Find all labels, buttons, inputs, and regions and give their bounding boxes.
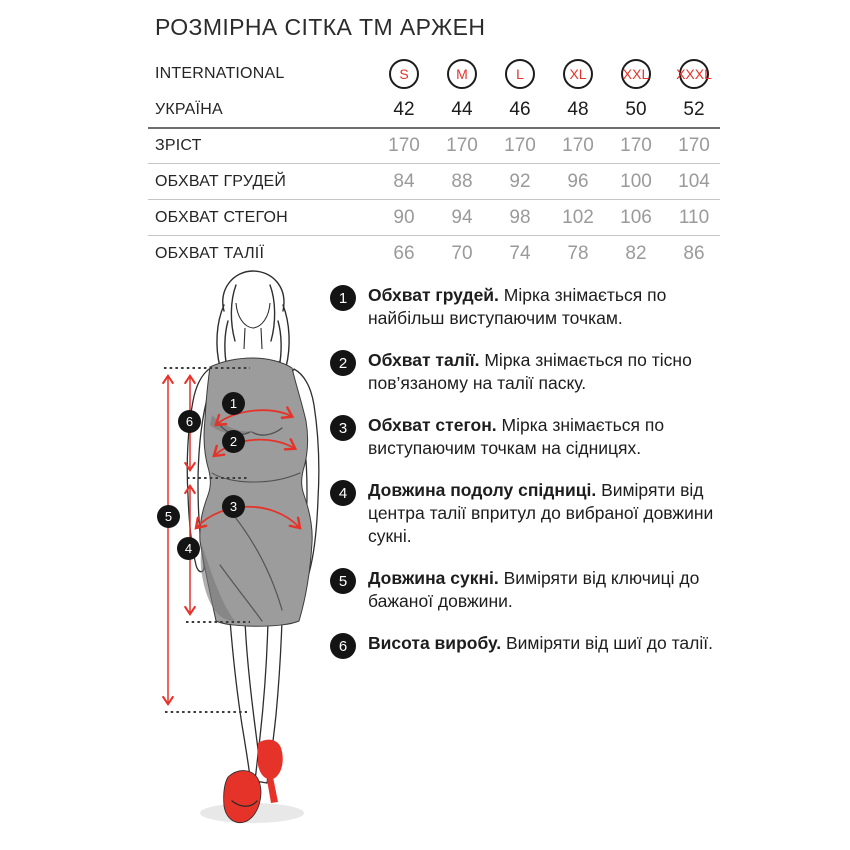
note-text: Виміряти від центра талії впритул до вибраної довжини сукні. — [368, 480, 714, 546]
cell-value: 78 — [567, 242, 589, 264]
figure-marker-5: 5 — [157, 505, 180, 528]
measurement-note-6 — [330, 632, 732, 659]
cell-value: 170 — [446, 135, 478, 156]
size-badge-xxl: XXL — [621, 59, 651, 89]
cell-value: 100 — [620, 170, 652, 192]
cell-value: 106 — [620, 206, 652, 228]
measurement-note-2 — [330, 349, 732, 395]
note-number-badge: 3 — [330, 415, 356, 441]
page-title: РОЗМІРНА СІТКА ТМ АРЖЕН — [155, 14, 486, 40]
table-row-height — [148, 127, 720, 163]
table-row-hips — [148, 199, 720, 235]
cell-value: 170 — [388, 135, 420, 156]
figure-marker-3: 3 — [222, 495, 245, 518]
size-badge-xl: XL — [563, 59, 593, 89]
cell-value: 102 — [562, 206, 594, 228]
note-number-badge: 5 — [330, 568, 356, 594]
cell-value: 66 — [393, 242, 415, 264]
table-row-international — [148, 55, 720, 93]
cell-value: 170 — [504, 135, 536, 156]
note-text: Мірка знімається по найбільш виступаючим точкам. — [368, 285, 667, 328]
note-text: Виміряти від ключиці до бажаної довжини. — [368, 568, 700, 611]
cell-value: 92 — [509, 170, 531, 192]
row-label-international: INTERNATIONAL — [155, 65, 285, 82]
cell-value: 90 — [393, 206, 415, 228]
ua-size: 50 — [625, 99, 647, 120]
note-title: Обхват стегон. — [368, 415, 497, 435]
dress — [200, 358, 312, 626]
row-label-ukraine: УКРАЇНА — [155, 101, 223, 118]
woman-sketch — [140, 265, 360, 850]
figure-illustration — [140, 265, 360, 850]
ua-size: 46 — [509, 99, 531, 120]
note-text: Мірка знімається по виступаючим точкам на сідницях. — [368, 415, 665, 458]
size-badge-xxxl: XXXL — [679, 59, 709, 89]
ua-size: 48 — [567, 99, 589, 120]
note-text: Мірка знімається по тісно пов’язаному на талії паску. — [368, 350, 692, 393]
measurement-notes-list — [330, 284, 732, 678]
table-row-ukraine — [148, 93, 720, 127]
measurement-note-5 — [330, 567, 732, 613]
figure-marker-4: 4 — [177, 537, 200, 560]
note-number-badge: 2 — [330, 350, 356, 376]
note-text: Виміряти від шиї до талії. — [505, 633, 713, 653]
row-label-waist: ОБХВАТ ТАЛІЇ — [155, 244, 265, 262]
cell-value: 82 — [625, 242, 647, 264]
note-number-badge: 6 — [330, 633, 356, 659]
ua-size: 44 — [451, 99, 473, 120]
cell-value: 88 — [451, 170, 473, 192]
cell-value: 86 — [683, 242, 705, 264]
note-number-badge: 1 — [330, 285, 356, 311]
figure-marker-6: 6 — [178, 410, 201, 433]
size-badge-m: M — [447, 59, 477, 89]
measurement-note-4 — [330, 479, 732, 548]
figure-marker-2: 2 — [222, 430, 245, 453]
note-title: Обхват грудей. — [368, 285, 499, 305]
cell-value: 96 — [567, 170, 589, 192]
cell-value: 110 — [678, 206, 710, 228]
size-table — [148, 55, 720, 271]
table-row-chest — [148, 163, 720, 199]
row-label-hips: ОБХВАТ СТЕГОН — [155, 208, 288, 226]
cell-value: 70 — [451, 242, 473, 264]
measurement-note-3 — [330, 414, 732, 460]
note-title: Висота виробу. — [368, 633, 502, 653]
ua-size: 52 — [683, 99, 705, 120]
row-label-chest: ОБХВАТ ГРУДЕЙ — [155, 172, 287, 190]
cell-value: 98 — [509, 206, 531, 228]
cell-value: 84 — [393, 170, 415, 192]
cell-value: 94 — [451, 206, 473, 228]
note-title: Обхват талії. — [368, 350, 480, 370]
measurement-note-1 — [330, 284, 732, 330]
row-label-height: ЗРІСТ — [155, 137, 202, 154]
cell-value: 170 — [562, 135, 594, 156]
cell-value: 104 — [678, 170, 710, 192]
note-title: Довжина подолу спідниці. — [368, 480, 597, 500]
cell-value: 74 — [509, 242, 531, 264]
cell-value: 170 — [620, 135, 652, 156]
figure-marker-1: 1 — [222, 392, 245, 415]
cell-value: 170 — [678, 135, 710, 156]
ua-size: 42 — [393, 99, 415, 120]
size-badge-l: L — [505, 59, 535, 89]
note-title: Довжина сукні. — [368, 568, 499, 588]
note-number-badge: 4 — [330, 480, 356, 506]
size-badge-s: S — [389, 59, 419, 89]
